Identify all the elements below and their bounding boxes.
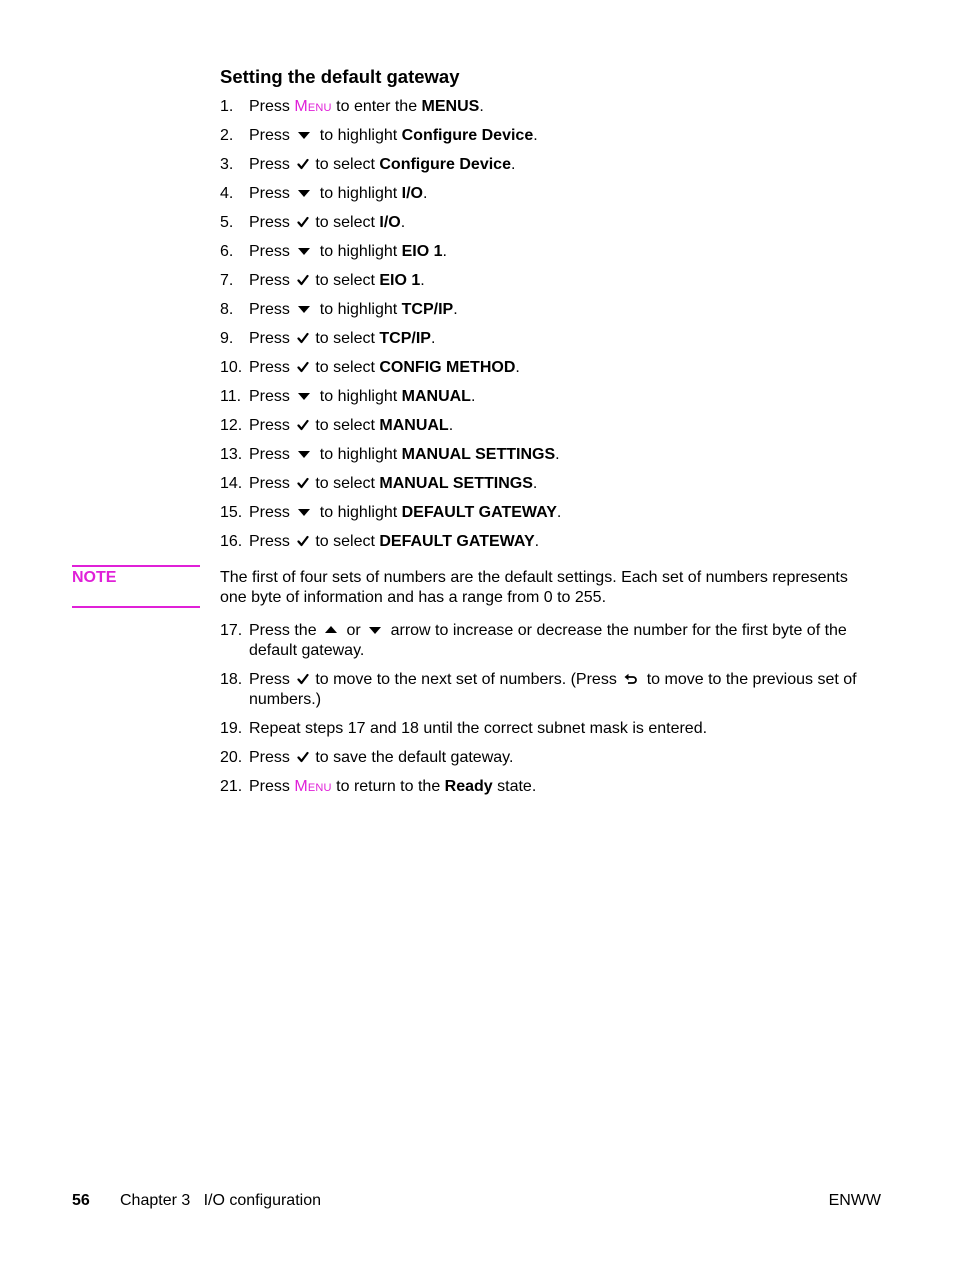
footer-locale: ENWW [828,1192,881,1209]
step-text: Repeat steps 17 and 18 until the correct subnet mask is entered. [249,720,708,737]
down-arrow-icon [297,186,313,200]
step-number: 1. [220,98,234,115]
step-number: 9. [220,330,234,347]
checkmark-icon [297,215,313,229]
step-text: . [533,127,538,144]
step-text: . [479,98,484,115]
step-number: 14. [220,475,243,492]
step-item [220,329,860,349]
step-item [220,271,860,291]
step-item [220,97,860,117]
menu-item-name: EIO 1 [401,243,443,260]
step-number: 8. [220,301,234,318]
step-number: 13. [220,446,243,463]
checkmark-icon [297,418,313,432]
menu-item-name: MENUS [421,98,480,115]
step-text: Press [249,504,295,521]
checkmark-icon [297,273,313,287]
step-number: 5. [220,214,234,231]
menu-item-name: EIO 1 [379,272,421,289]
step-number: 10. [220,359,243,376]
step-text: . [555,446,560,463]
step-text: Press [249,127,295,144]
footer-chapter: Chapter 3 I/O configuration [120,1192,321,1209]
step-number: 7. [220,272,234,289]
step-text: . [442,243,447,260]
menu-item-name: Ready [444,778,493,795]
menu-item-name: Configure Device [401,127,534,144]
step-item [220,719,860,739]
step-text: Press [249,671,295,688]
step-number: 3. [220,156,234,173]
section-heading: Setting the default gateway [220,66,460,87]
step-text: Press [249,475,295,492]
down-arrow-icon [297,505,313,519]
step-item [220,503,860,523]
step-item [220,184,860,204]
step-text: Press [249,272,295,289]
menu-item-name: DEFAULT GATEWAY [379,533,535,550]
step-number: 20. [220,749,243,766]
step-item [220,474,860,494]
step-number: 19. [220,720,243,737]
menu-item-name: DEFAULT GATEWAY [401,504,557,521]
step-text: Press [249,533,295,550]
down-arrow-icon [297,389,313,403]
footer-page-number: 56 [72,1192,90,1209]
step-text: . [448,417,454,434]
step-text: to return to the [331,778,445,795]
step-text: Press [249,330,295,347]
step-text: to select [315,533,380,550]
step-item [220,445,860,465]
step-text: . [422,185,428,202]
menu-item-name: TCP/IP [379,330,431,347]
up-arrow-icon [324,623,340,637]
step-text: to highlight [315,446,402,463]
step-text: to move to the previous set of numbers.) [249,671,857,708]
down-arrow-icon [297,244,313,258]
menu-item-name: I/O [379,214,401,231]
down-arrow-icon [368,623,384,637]
step-item [220,532,860,552]
menu-item-name: Configure Device [379,156,511,173]
step-text: Press [249,388,295,405]
step-number: 6. [220,243,234,260]
step-text: Press [249,749,295,766]
step-text: . [400,214,406,231]
step-number: 2. [220,127,234,144]
step-number: 4. [220,185,234,202]
down-arrow-icon [297,302,313,316]
step-text: Press [249,446,295,463]
step-text: to move to the next set of numbers. (Press [315,671,622,688]
step-text: . [510,156,516,173]
step-text: or [342,622,366,639]
menu-item-name: TCP/IP [401,301,454,318]
step-number: 11. [220,388,242,405]
step-item [220,155,860,175]
step-number: 18. [220,671,243,688]
checkmark-icon [297,157,313,171]
step-text: state. [492,778,537,795]
step-text: Press [249,156,295,173]
step-text: to select [315,475,380,492]
checkmark-icon [297,750,313,764]
step-item [220,777,860,797]
step-text: . [470,388,476,405]
step-item [220,416,860,436]
note-label: NOTE [72,569,117,586]
step-text: to select [315,417,380,434]
step-text: to save the default gateway. [315,749,514,766]
down-arrow-icon [297,128,313,142]
step-text: Press [249,301,295,318]
step-item [220,358,860,378]
step-item [220,670,860,710]
note-text: The first of four sets of numbers are the default settings. Each set of numbers represents one byte of information and has a range from 0 to 255. [220,569,848,606]
menu-key-label: Menu [294,98,332,115]
menu-item-name: MANUAL SETTINGS [401,446,556,463]
step-text: . [532,475,538,492]
step-text: Press [249,214,295,231]
menu-item-name: I/O [401,185,423,202]
step-text: Press [249,359,295,376]
menu-item-name: MANUAL [401,388,471,405]
step-text: to highlight [315,127,402,144]
step-text: to select [315,272,380,289]
step-text: to highlight [315,243,402,260]
menu-item-name: CONFIG METHOD [379,359,516,376]
step-text: . [430,330,436,347]
step-item [220,621,860,661]
steps-list-first [220,97,860,561]
step-item [220,748,860,768]
back-arrow-icon [624,672,640,686]
step-text: to highlight [315,504,402,521]
step-text: . [534,533,540,550]
checkmark-icon [297,672,313,686]
steps-list-second [220,621,860,806]
menu-item-name: MANUAL [379,417,449,434]
step-text: to highlight [315,388,402,405]
down-arrow-icon [297,447,313,461]
step-text: Press [249,243,295,260]
step-text: Press [249,98,295,115]
step-text: to highlight [315,301,402,318]
step-text: to select [315,214,380,231]
checkmark-icon [297,476,313,490]
step-number: 17. [220,622,243,639]
step-text: to select [315,330,380,347]
step-text: to highlight [315,185,402,202]
step-item [220,387,860,407]
note-rule-top [72,565,200,567]
step-item [220,126,860,146]
step-text: . [453,301,458,318]
step-text: . [420,272,425,289]
step-number: 12. [220,417,243,434]
step-text: Press the [249,622,322,639]
step-text: . [556,504,562,521]
step-text: to enter the [331,98,422,115]
note-rule-bottom [72,606,200,608]
step-item [220,213,860,233]
step-text: Press [249,185,295,202]
step-text: Press [249,417,295,434]
step-item [220,300,860,320]
checkmark-icon [297,534,313,548]
checkmark-icon [297,331,313,345]
step-text: to select [315,359,380,376]
step-text: . [515,359,520,376]
step-text: Press [249,778,295,795]
step-text: to select [315,156,380,173]
step-number: 15. [220,504,243,521]
step-number: 21. [220,778,243,795]
step-text: arrow to increase or decrease the number for the first byte of the default gateway. [249,622,847,659]
menu-key-label: Menu [294,778,332,795]
menu-item-name: MANUAL SETTINGS [379,475,533,492]
checkmark-icon [297,360,313,374]
step-item [220,242,860,262]
step-number: 16. [220,533,243,550]
